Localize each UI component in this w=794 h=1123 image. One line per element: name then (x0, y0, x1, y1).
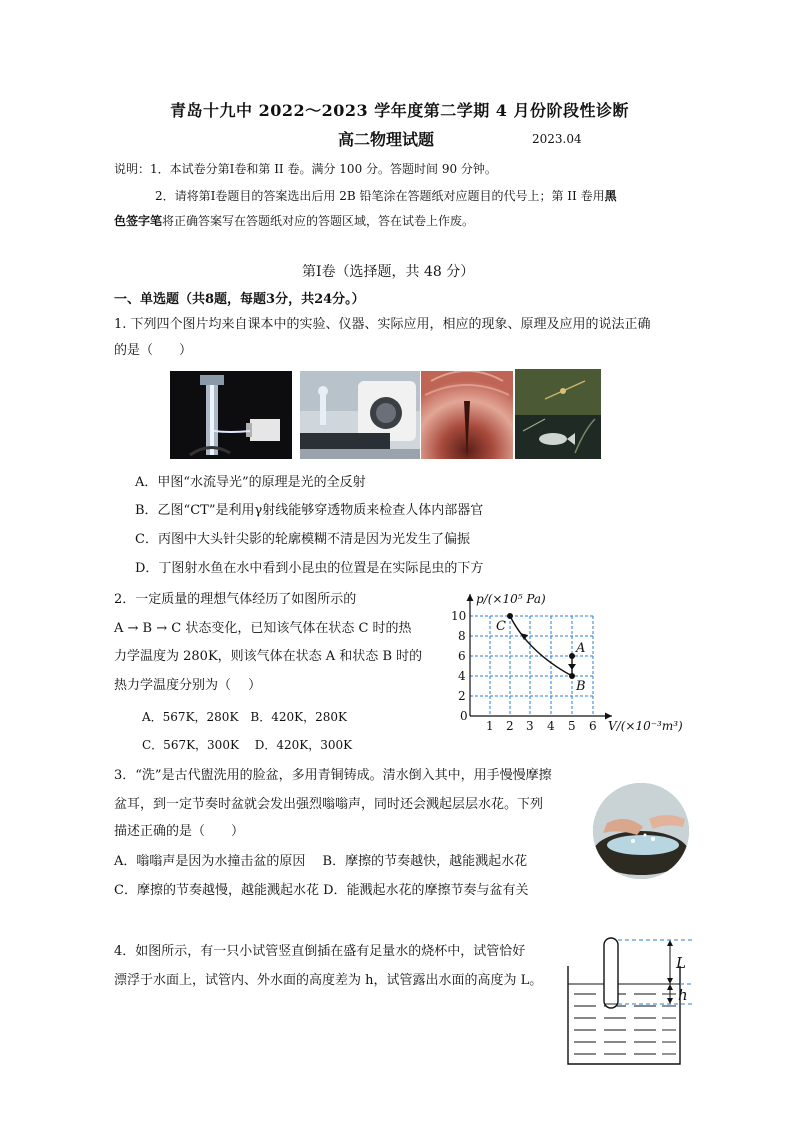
q2-options-cd: C．567K，300K D．420K，300K (142, 738, 353, 752)
q3-stem-1: 3．“洗”是古代盥洗用的脸盆，多用青铜铸成。清水倒入其中，用手慢慢摩擦 (114, 768, 552, 783)
y-tick-2: 2 (458, 689, 466, 703)
q2-stem-3: 力学温度为 280K，则该气体在状态 A 和状态 B 时的 (114, 649, 423, 664)
x-tick-2: 2 (506, 719, 514, 733)
note-line-2-bold: 黑 (604, 189, 617, 203)
q1-option-d: D．丁图射水鱼在水中看到小昆虫的位置是在实际昆虫的下方 (135, 561, 484, 576)
point-c (507, 613, 513, 619)
y-tick-6: 6 (458, 649, 466, 663)
x-tick-4: 4 (547, 719, 555, 733)
test-tube (604, 938, 618, 1008)
q3-stem-3: 描述正确的是（ ） (114, 824, 245, 839)
note-line-1: 说明：1．本试卷分第Ⅰ卷和第 II 卷。满分 100 分。答题时间 90 分钟。 (114, 162, 497, 176)
photo-ct-scanner (300, 371, 420, 459)
note-line-2 (155, 187, 617, 205)
section-heading: 一、单选题（共8题，每题3分，共24分。） (114, 292, 365, 307)
y-tick-8: 8 (458, 629, 466, 643)
beaker (568, 966, 680, 1064)
photo-bronze-basin (593, 783, 689, 879)
point-a (569, 653, 575, 659)
x-tick-5: 5 (568, 719, 576, 733)
arrow-a-to-b (568, 664, 576, 670)
note-line-2-text: 2．请将第Ⅰ卷题目的答案选出后用 2B 铅笔涂在答题纸对应题目的代号上；第 II 卷用 (155, 189, 605, 203)
test-tube-diagram (560, 934, 700, 1068)
curve-c-to-b (510, 616, 572, 676)
exam-date: 2023.04 (532, 132, 582, 146)
tick-origin: 0 (460, 709, 468, 723)
section-title: 第Ⅰ卷（选择题，共 48 分） (302, 264, 475, 280)
x-tick-3: 3 (526, 719, 534, 733)
photo-water-light-guide (170, 371, 292, 459)
q3-stem-2: 盆耳，到一定节奏时盆就会发出强烈嗡嗡声，同时还会溅起层层水花。下列 (114, 797, 544, 812)
y-axis-label: p/(×10⁵ Pa) (476, 592, 546, 606)
exam-title: 青岛十九中 2022～2023 学年度第二学期 4 月份阶段性诊断 (170, 101, 629, 120)
pv-graph (440, 588, 690, 736)
x-tick-1: 1 (486, 719, 494, 733)
q2-stem-4: 热力学温度分别为（ ） (114, 678, 262, 693)
water-lines (568, 984, 680, 1054)
q4-stem-2: 漂浮于水面上，试管内、外水面的高度差为 h，试管露出水面的高度为 L。 (114, 973, 543, 988)
x-axis-label: V/(×10⁻³m³) (608, 719, 683, 733)
exam-subtitle: 高二物理试题 (338, 130, 435, 149)
label-h: h (678, 986, 688, 1004)
q3-options-ab: A．嗡嗡声是因为水撞击盆的原因 B．摩擦的节奏越快，越能溅起水花 (114, 854, 528, 869)
q3-options-cd: C．摩擦的节奏越慢，越能溅起水花 D．能溅起水花的摩擦节奏与盆有关 (114, 883, 529, 898)
label-c: C (496, 619, 506, 634)
q1-option-a: A．甲图“水流导光”的原理是光的全反射 (135, 475, 366, 490)
x-tick-6: 6 (589, 719, 597, 733)
q2-options-ab: A．567K，280K B．420K，280K (142, 710, 347, 724)
q1-option-b: B．乙图“CT”是利用γ射线能够穿透物质来检查人体内部器官 (135, 503, 484, 518)
q4-stem-1: 4．如图所示，有一只小试管竖直倒插在盛有足量水的烧杯中，试管恰好 (114, 944, 526, 959)
q1-stem-2: 的是（ ） (114, 343, 193, 358)
y-tick-10: 10 (451, 609, 467, 623)
label-b: B (576, 679, 586, 694)
note-line-3 (114, 212, 474, 230)
point-b (569, 673, 575, 679)
q2-stem-2: A → B → C 状态变化，已知该气体在状态 C 时的热 (114, 621, 412, 636)
photo-archer-fish (515, 369, 601, 459)
q1-option-c: C．丙图中大头针尖影的轮廓模糊不清是因为光发生了偏振 (135, 532, 470, 547)
label-l: L (676, 954, 686, 972)
note-line-3-bold: 色签字笔 (114, 214, 163, 228)
label-a: A (576, 641, 586, 656)
q2-stem-1: 2．一定质量的理想气体经历了如图所示的 (114, 592, 357, 607)
note-line-3-text: 将正确答案写在答题纸对应的答题区域，答在试卷上作废。 (162, 214, 475, 228)
photo-pin-shadow (421, 371, 513, 459)
q1-stem-1: 1. 下列四个图片均来自课本中的实验、仪器、实际应用，相应的现象、原理及应用的说法正确 (114, 317, 651, 332)
y-tick-4: 4 (458, 669, 466, 683)
